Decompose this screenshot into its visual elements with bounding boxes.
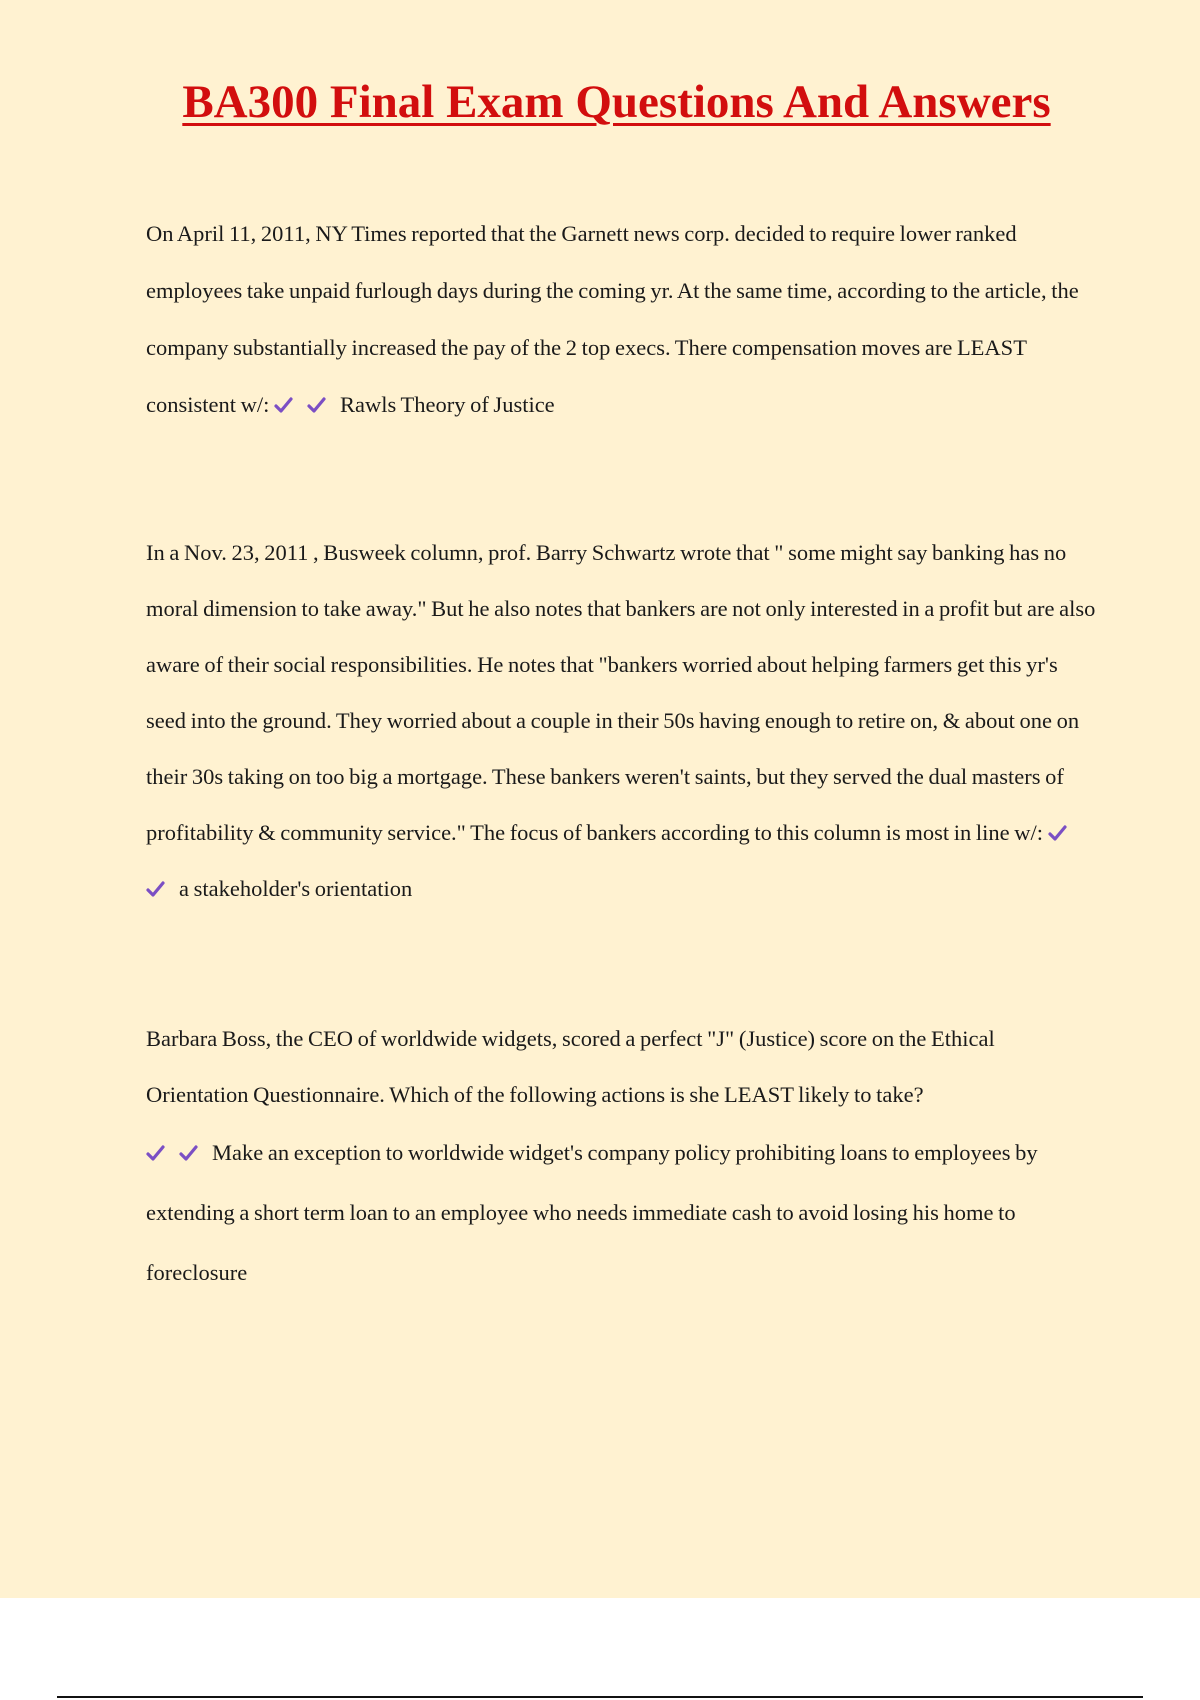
check-icon: [146, 879, 174, 899]
check-icon: [307, 395, 335, 415]
document-title: [0, 70, 1200, 134]
footer-divider: [57, 1696, 1143, 1698]
check-icon: [274, 395, 302, 415]
answer-3-text: Make an exception to worldwide widget's company policy prohibiting loans to employees by extending a short term loan to an employee who needs immediate cash to avoid losing his home to foreclosure: [146, 1140, 1038, 1285]
qa-item-1: [146, 205, 1096, 433]
question-2-text: In a Nov. 23, 2011 , Busweek column, prof. Barry Schwartz wrote that " some might say banking has no moral dimension to take away." But he also notes that bankers are not only interested in a profit but are also aware of their social responsibilities. He notes that "bankers worried about helping farmers get this yr's seed into the ground. They worried about a couple in their 50s having enough to retire on, & about one on their 30s taking on too big a mortgage. These bankers weren't saints, but they served the dual masters of profitability & community service." The focus of bankers according to this column is most in line w/:: [146, 540, 1096, 845]
check-icon: [146, 1143, 174, 1163]
question-3-text: Barbara Boss, the CEO of worldwide widgets, scored a perfect "J" (Justice) score on the Ethical Orientation Questionnaire. Which of the following actions is she LEAST likely to take?: [146, 1026, 995, 1107]
document-title-text: BA300 Final Exam Questions And Answers: [182, 76, 1051, 128]
check-icon: [179, 1143, 207, 1163]
question-1-text: On April 11, 2011, NY Times reported that the Garnett news corp. decided to require lower ranked employees take unpaid furlough days during the coming yr. At the same time, according to the article, the company substantially increased the pay of the 2 top execs. There compensation moves are LEAST consistent w/:: [146, 221, 1079, 417]
check-icon: [1048, 823, 1076, 843]
answer-2-text: a stakeholder's orientation: [179, 876, 413, 901]
qa-item-2: [146, 525, 1096, 917]
answer-3-line: [146, 1123, 1096, 1303]
qa-item-3: [146, 1011, 1096, 1303]
answer-1-text: Rawls Theory of Justice: [340, 392, 555, 417]
